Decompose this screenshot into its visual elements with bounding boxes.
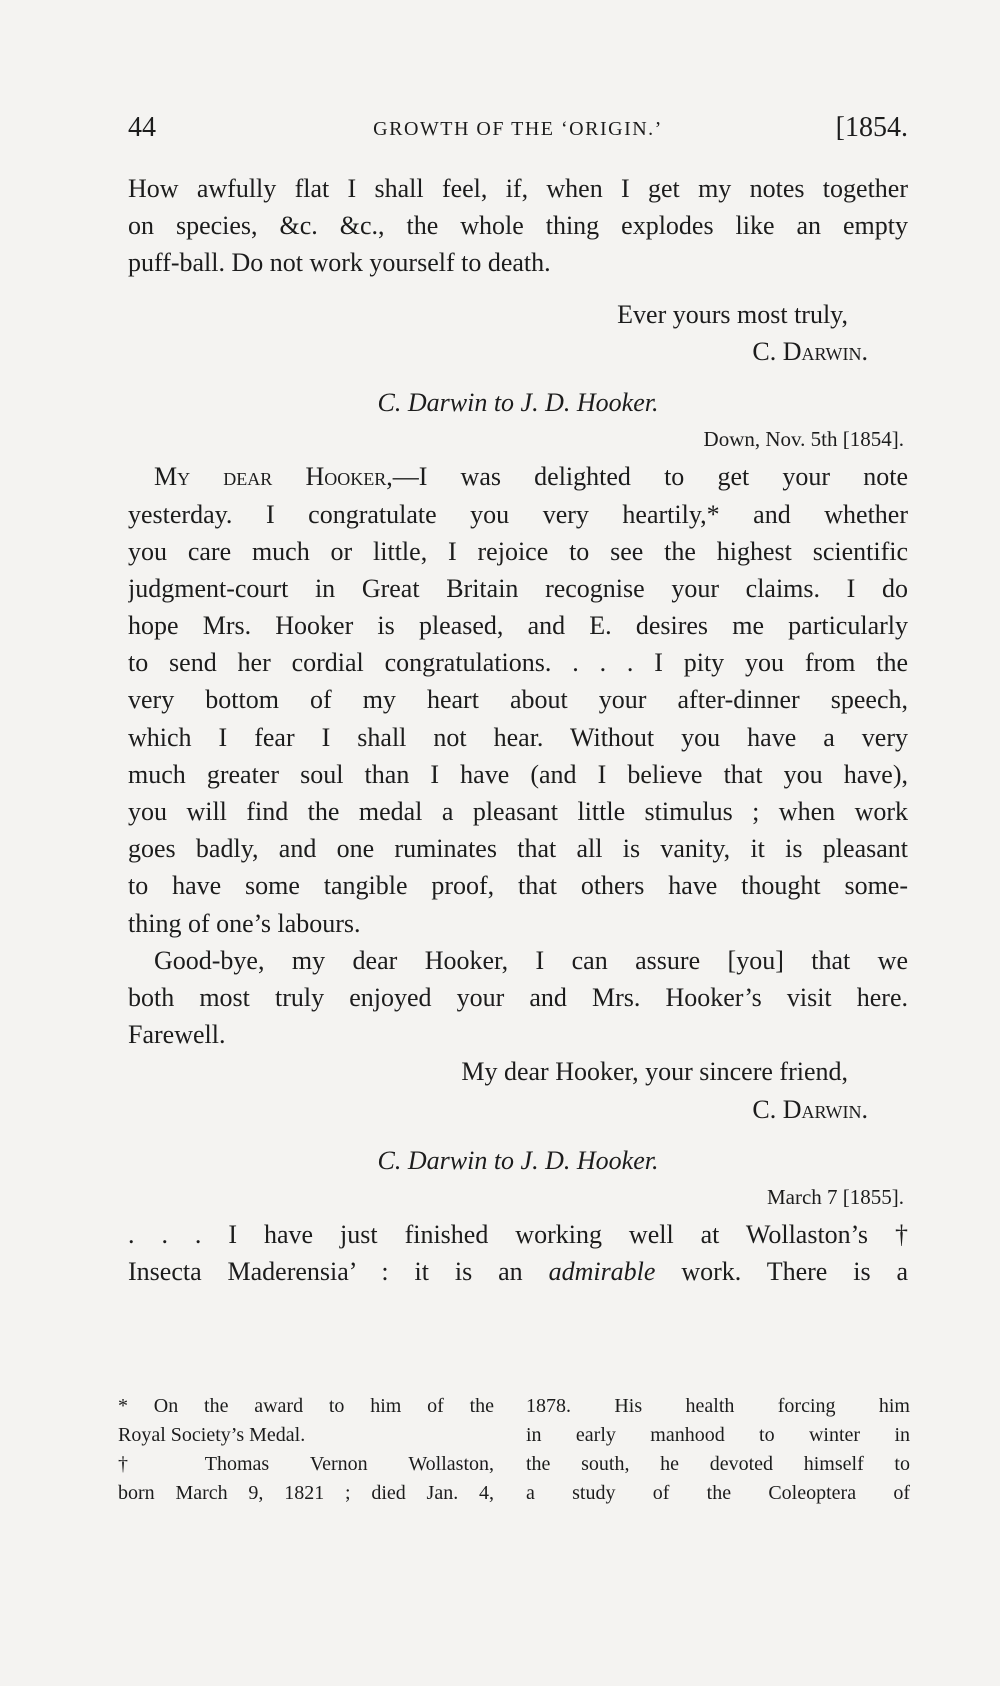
footnote-line: a study of the Coleoptera of	[526, 1482, 910, 1504]
header-year: [1854.	[835, 112, 908, 143]
text-line: you care much or little, I rejoice to see the highest scientific	[128, 536, 908, 566]
running-header	[128, 108, 908, 148]
text-line: thing of one’s labours.	[128, 908, 361, 938]
footnote-line: born March 9, 1821 ; died Jan. 4,	[118, 1482, 494, 1504]
footnote-line: 1878. His health forcing him	[526, 1395, 910, 1417]
text-line: How awfully flat I shall feel, if, when I get my notes together	[128, 174, 908, 203]
footnote-column-left	[118, 1392, 494, 1508]
footnote-line: the south, he devoted himself to	[526, 1453, 910, 1475]
text-line: judgment-court in Great Britain recognise your claims. I do	[128, 573, 908, 603]
salutation: My dear Hooker,	[154, 462, 393, 492]
text-line: puff-ball. Do not work yourself to death.	[128, 248, 551, 278]
text-line: to have some tangible proof, that others have thought some-	[128, 871, 908, 901]
emphasis-text: admirable	[548, 1257, 656, 1287]
footnote-line: † Thomas Vernon Wollaston,	[118, 1453, 494, 1475]
text-span: work. There is a	[655, 1257, 908, 1287]
text-span: Good-bye, my dear Hooker, I can assure [you] that we	[154, 945, 908, 975]
text-line: both most truly enjoyed your and Mrs. Hooker’s visit here.	[128, 982, 908, 1012]
text-line: Farewell.	[128, 1020, 226, 1050]
letter-address: March 7 [1855].	[766, 1184, 904, 1209]
letter-heading: C. Darwin to J. D. Hooker.	[377, 1145, 659, 1175]
letter-signature: C. Darwin.	[752, 336, 868, 366]
text-line: very bottom of my heart about your after-dinner speech,	[128, 685, 908, 715]
text-line: goes badly, and one ruminates that all is vanity, it is pleasant	[128, 834, 908, 864]
text-line: yesterday. I congratulate you very heartily,* and whether	[128, 499, 908, 529]
footnote-line: in early manhood to winter in	[526, 1424, 910, 1446]
text-line: which I fear I shall not hear. Without you have a very	[128, 722, 908, 752]
text-line: to send her cordial congratulations. . . . I pity you from the	[128, 648, 908, 678]
text-line: on species, &c. &c., the whole thing explodes like an empty	[128, 211, 908, 241]
page-number: 44	[128, 112, 156, 143]
salutation-continuation: —I was delighted to get your note	[392, 462, 908, 492]
running-title: GROWTH OF THE ‘ORIGIN.’	[373, 118, 663, 140]
text-line: much greater soul than I have (and I believe that you have),	[128, 759, 908, 789]
text-line	[128, 942, 908, 979]
text-line: you will find the medal a pleasant little stimulus ; when work	[128, 797, 908, 826]
letter-body	[128, 170, 908, 1290]
letter-signature: C. Darwin.	[752, 1094, 868, 1124]
text-line	[128, 458, 908, 495]
text-span: Insecta Maderensia’ : it is an	[128, 1257, 549, 1287]
footnote-line: Royal Society’s Medal.	[118, 1424, 306, 1446]
footnote-line: * On the award to him of the	[118, 1395, 494, 1417]
text-line	[128, 1253, 908, 1290]
letter-address: Down, Nov. 5th [1854].	[703, 427, 904, 452]
text-line: . . . I have just finished working well at Wollaston’s †	[128, 1220, 908, 1250]
letter-closing: My dear Hooker, your sincere friend,	[461, 1057, 848, 1087]
text-line: hope Mrs. Hooker is pleased, and E. desires me particularly	[128, 611, 908, 641]
letter-closing: Ever yours most truly,	[617, 299, 848, 329]
footnote-column-right	[526, 1392, 910, 1508]
letter-heading: C. Darwin to J. D. Hooker.	[377, 387, 659, 417]
